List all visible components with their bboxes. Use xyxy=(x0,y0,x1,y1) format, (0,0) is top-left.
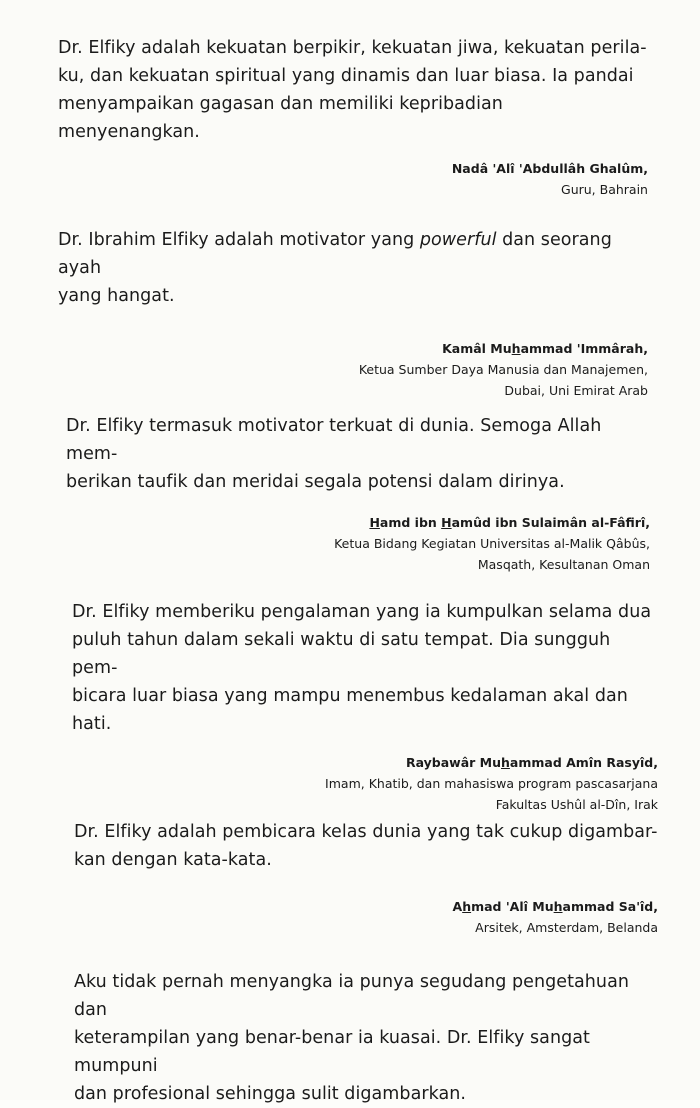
testimonial-author-location: Fakultas Ushûl al-Dîn, Irak xyxy=(495,797,658,812)
author-name-part: H xyxy=(369,515,380,530)
author-name-part: ammad Sa'îd, xyxy=(562,899,658,914)
testimonial-author xyxy=(58,338,648,359)
testimonial-author-title: Imam, Khatib, dan mahasiswa program pascasarjana xyxy=(325,776,658,791)
author-name-part: h xyxy=(501,755,510,770)
testimonial-attribution xyxy=(58,158,648,200)
testimonial-author-title: Guru, Bahrain xyxy=(561,182,648,197)
author-name-part: ammad Amîn Rasyîd, xyxy=(509,755,658,770)
author-name-part: H xyxy=(441,515,452,530)
testimonial-attribution xyxy=(74,896,658,938)
quote-text: dan seorang ayah yang hangat. xyxy=(58,230,612,306)
author-name-part: h xyxy=(511,341,521,356)
author-name-part: amûd ibn Sulaimân al-Fâfirî, xyxy=(451,515,650,530)
testimonial xyxy=(74,968,658,1108)
testimonial xyxy=(72,598,658,815)
testimonial xyxy=(74,818,658,938)
testimonial-author xyxy=(66,512,650,533)
testimonial-author-location: Dubai, Uni Emirat Arab xyxy=(504,383,648,398)
testimonial-attribution xyxy=(66,512,650,575)
testimonial xyxy=(58,34,648,200)
testimonial-quote: Dr. Elfiky adalah pembicara kelas dunia yang tak cukup digambar- kan dengan kata-kata. xyxy=(74,822,658,870)
testimonial-author-title: Arsitek, Amsterdam, Belanda xyxy=(475,920,658,935)
author-name-part: ammad 'Immârah, xyxy=(520,341,648,356)
author-name-part: amd ibn xyxy=(379,515,442,530)
testimonial-attribution xyxy=(58,338,648,401)
testimonial-quote xyxy=(58,226,648,310)
quote-italic-word: powerful xyxy=(419,230,497,250)
author-name-part: A xyxy=(452,899,463,914)
testimonial-quote: Dr. Elfiky adalah kekuatan berpikir, kekuatan jiwa, kekuatan perila- ku, dan kekuatan spiritual yang dinamis dan luar biasa. Ia pandai menyampaikan gagasan dan memiliki kepribadian menyenangkan. xyxy=(58,38,647,142)
quote-text: Dr. Ibrahim Elfiky adalah motivator yang xyxy=(58,230,420,250)
testimonial-quote: Aku tidak pernah menyangka ia punya segudang pengetahuan dan keterampilan yang benar-benar ia kuasai. Dr. Elfiky sangat mumpuni dan profesional sehingga sulit digambarkan. xyxy=(74,972,629,1104)
testimonial xyxy=(66,412,650,575)
testimonial-attribution xyxy=(72,752,658,815)
testimonial-author: Nadâ 'Alî 'Abdullâh Ghalûm, xyxy=(451,161,648,176)
author-name-part: Kamâl Mu xyxy=(442,341,512,356)
testimonial-quote: Dr. Elfiky termasuk motivator terkuat di dunia. Semoga Allah mem- berikan taufik dan meridai segala potensi dalam dirinya. xyxy=(66,416,602,492)
author-name-part: mad 'Alî Mu xyxy=(471,899,554,914)
testimonial-author-title: Ketua Sumber Daya Manusia dan Manajemen, xyxy=(358,362,648,377)
testimonial-author-title: Ketua Bidang Kegiatan Universitas al-Malik Qâbûs, xyxy=(334,536,650,551)
author-name-part: h xyxy=(462,899,472,914)
testimonial-quote: Dr. Elfiky memberiku pengalaman yang ia kumpulkan selama dua puluh tahun dalam sekali waktu di satu tempat. Dia sungguh pem- bicara luar biasa yang mampu menembus kedalaman akal dan hati. xyxy=(72,602,652,734)
testimonial-author xyxy=(72,752,658,773)
testimonial-author xyxy=(74,896,658,917)
author-name-part: Raybawâr Mu xyxy=(405,755,501,770)
testimonial-author-location: Masqath, Kesultanan Oman xyxy=(477,557,650,572)
testimonial xyxy=(58,226,648,401)
author-name-part: h xyxy=(553,899,563,914)
